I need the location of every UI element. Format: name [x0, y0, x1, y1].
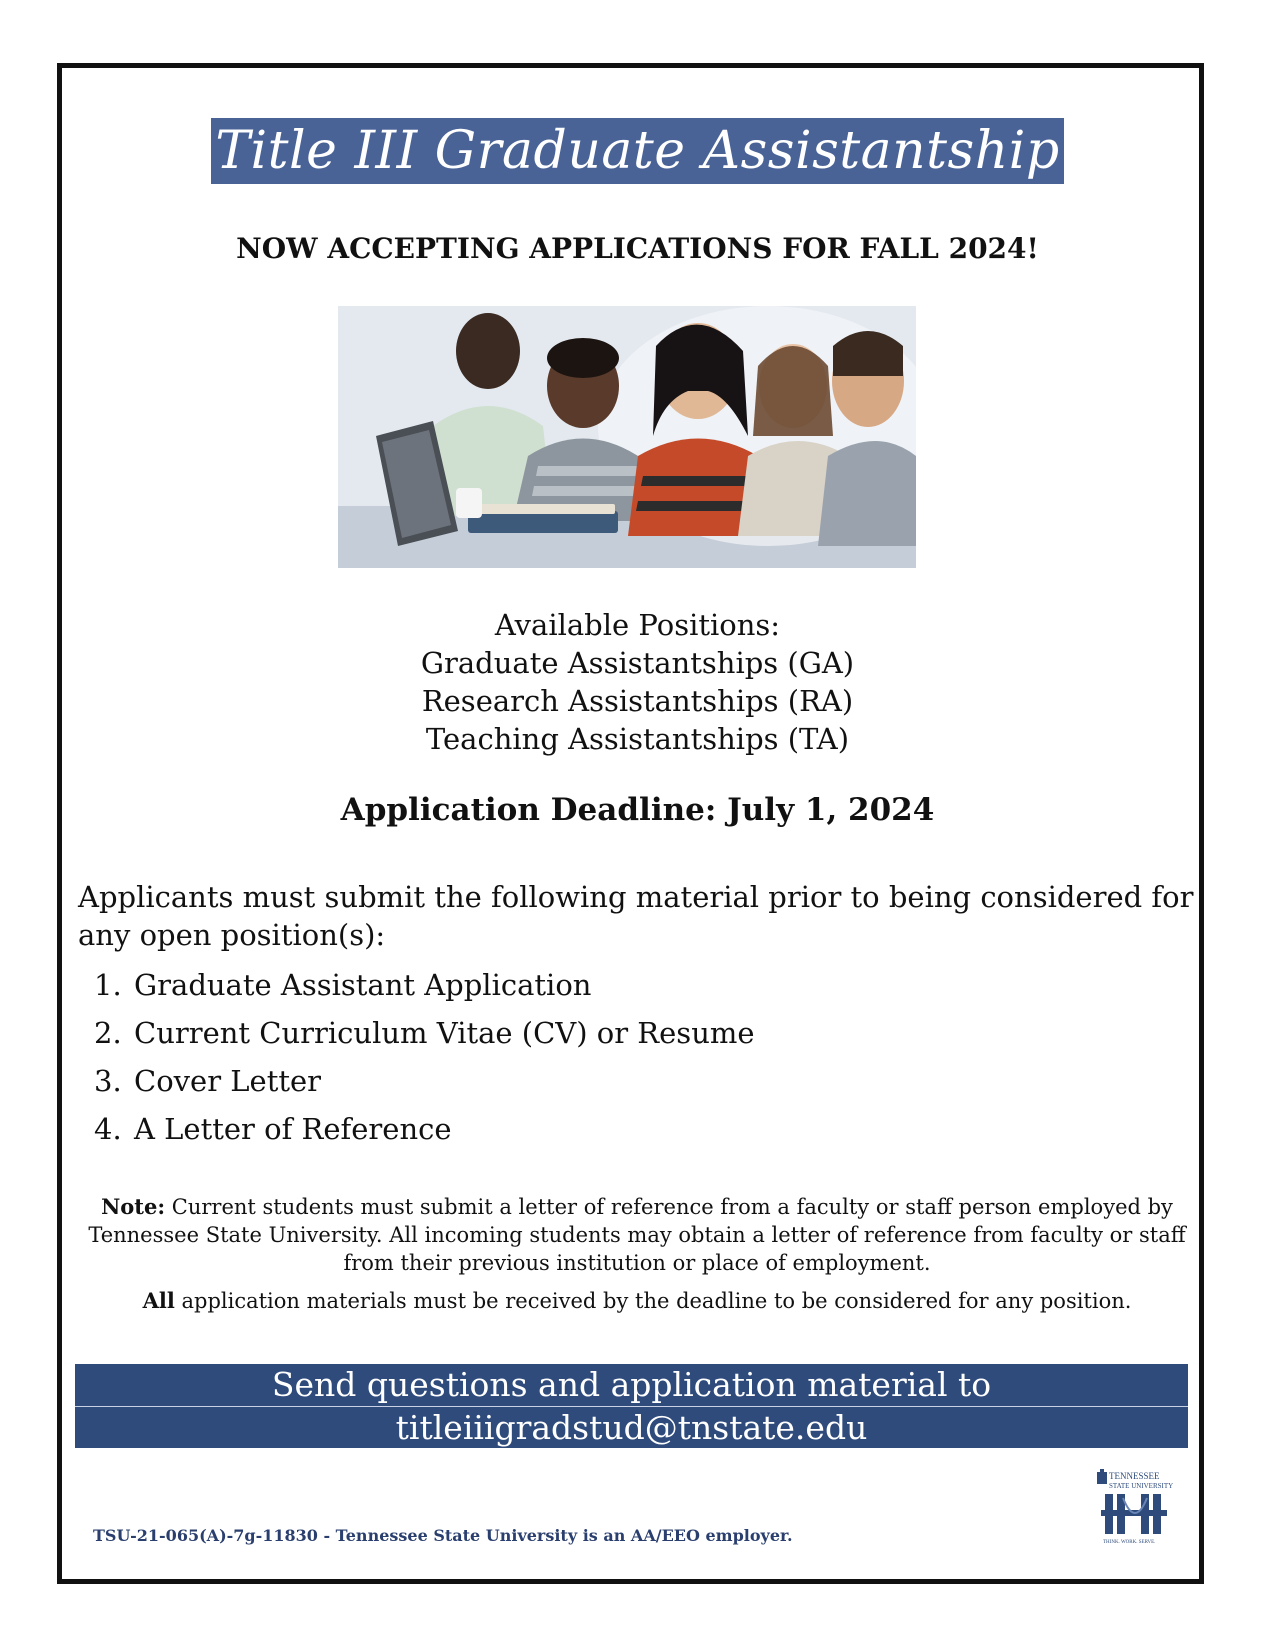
list-item	[94, 1110, 755, 1158]
contact-email[interactable]: titleiiigradstud@tnstate.edu	[75, 1406, 1188, 1448]
requirements-intro: Applicants must submit the following material prior to being considered for any open position(s):	[78, 880, 1194, 952]
list-item	[94, 966, 755, 1014]
list-number: 1.	[94, 968, 122, 1002]
list-text: Cover Letter	[134, 1064, 322, 1098]
note-text: Current students must submit a letter of reference from a faculty or staff person employed by Tennessee State University. All incoming students may obtain a letter of reference from faculty or staff from their previous institution or place of employment.	[88, 1195, 1186, 1275]
contact-banner	[75, 1364, 1188, 1448]
flyer-subtitle: NOW ACCEPTING APPLICATIONS FOR FALL 2024!	[236, 232, 1039, 265]
logo-sub-text: STATE UNIVERSITY	[1109, 1482, 1174, 1490]
title-container	[0, 118, 1275, 184]
footer-disclaimer: TSU-21-065(A)-7g-11830 - Tennessee State University is an AA/EEO employer.	[93, 1526, 793, 1545]
all-text: application materials must be received by the deadline to be considered for any position.	[181, 1289, 1132, 1313]
list-item	[94, 1014, 755, 1062]
students-photo-illustration	[338, 306, 916, 568]
list-item	[94, 1062, 755, 1110]
logo-top-text: TENNESSEE	[1109, 1471, 1160, 1481]
available-positions	[0, 606, 1275, 758]
list-text: Graduate Assistant Application	[134, 968, 592, 1002]
requirements-list	[94, 966, 755, 1158]
logo-tagline: THINK. WORK. SERVE.	[1103, 1540, 1156, 1545]
list-text: Current Curriculum Vitae (CV) or Resume	[134, 1016, 755, 1050]
position-item: Research Assistantships (RA)	[421, 684, 854, 718]
all-label: All	[142, 1288, 175, 1313]
list-number: 3.	[94, 1064, 122, 1098]
tsu-logo	[1095, 1468, 1177, 1546]
list-number: 4.	[94, 1112, 122, 1146]
list-number: 2.	[94, 1016, 122, 1050]
position-item: Graduate Assistantships (GA)	[420, 646, 855, 680]
tsu-logo-icon	[1095, 1468, 1177, 1546]
position-item: Teaching Assistantships (TA)	[425, 722, 850, 756]
application-deadline: Application Deadline: July 1, 2024	[340, 792, 935, 828]
contact-line: Send questions and application material to	[271, 1365, 992, 1404]
flyer-title: Title III Graduate Assistantship	[211, 118, 1063, 184]
list-text: A Letter of Reference	[134, 1112, 452, 1146]
positions-heading: Available Positions:	[494, 608, 781, 642]
note-label: Note:	[101, 1194, 166, 1219]
students-photo	[338, 306, 916, 568]
note-paragraph	[82, 1193, 1192, 1277]
deadline-reminder	[82, 1288, 1192, 1313]
